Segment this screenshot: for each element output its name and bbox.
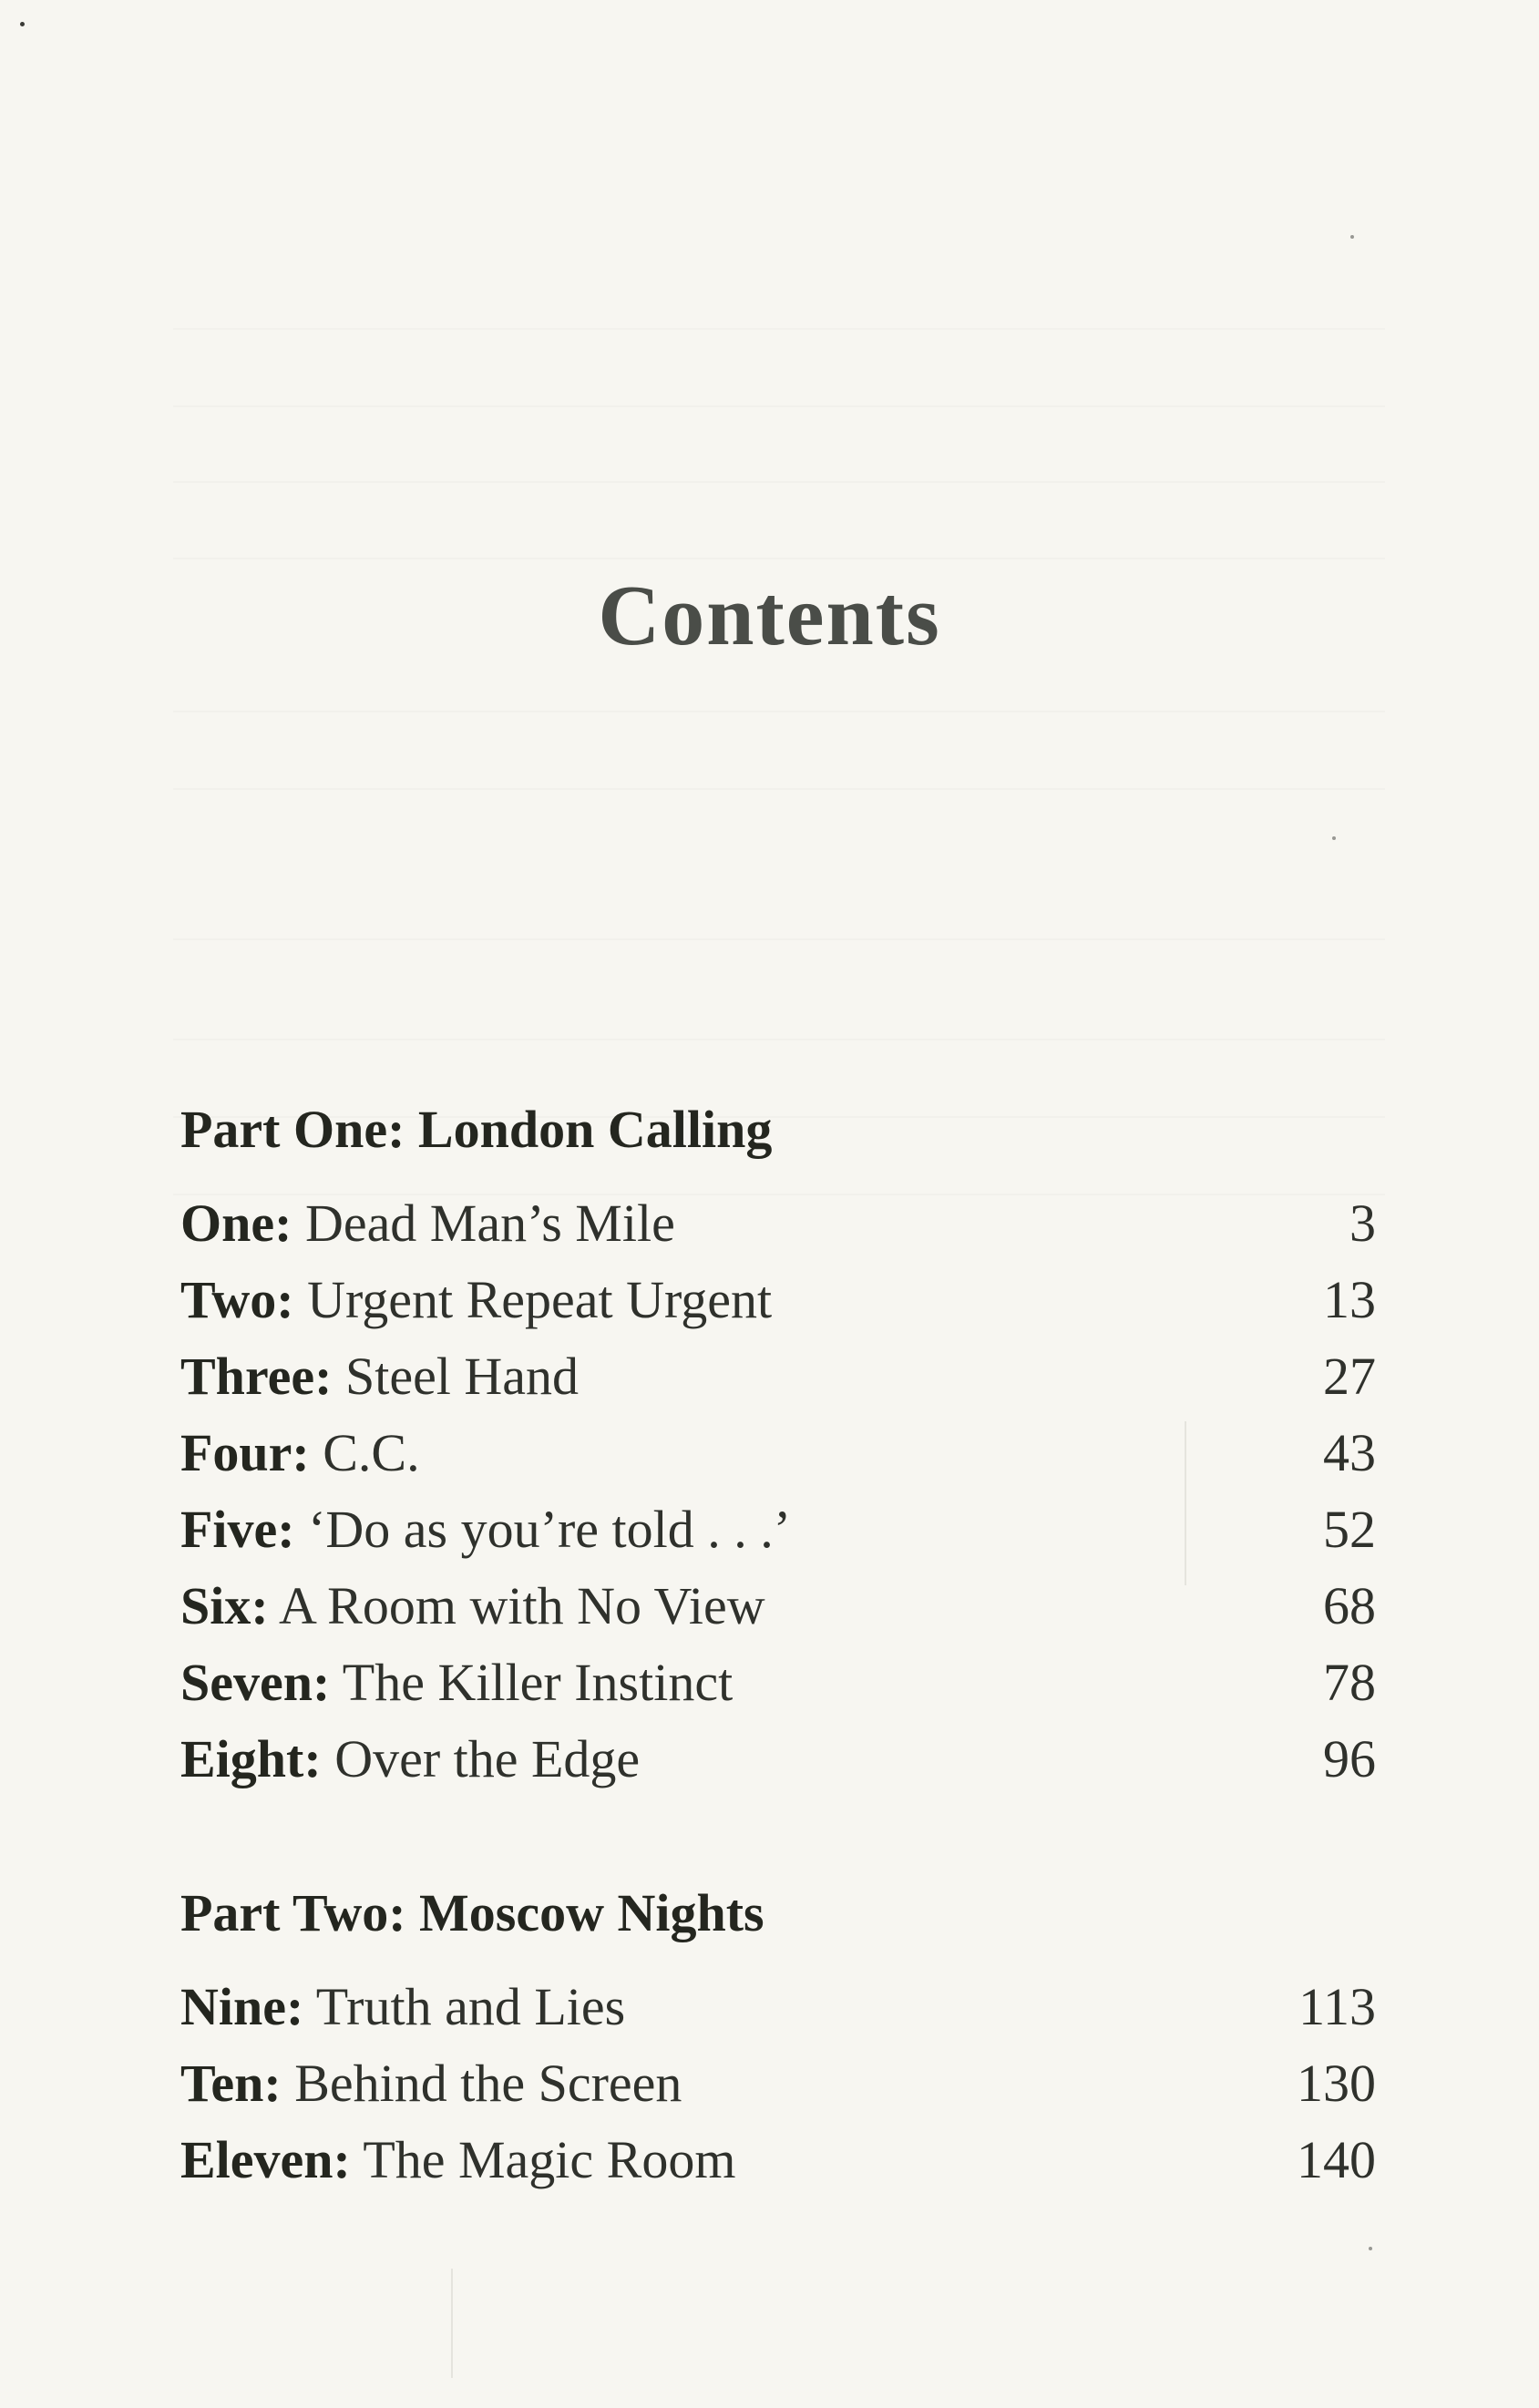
toc-entry[interactable] — [180, 1969, 1376, 2045]
page-number: 96 — [1323, 1729, 1376, 1788]
chapter-title: Dead Man’s Mile — [304, 1194, 675, 1253]
chapter-title: The Killer Instinct — [342, 1653, 734, 1712]
chapter-title: C.C. — [323, 1423, 420, 1482]
paper-crease — [451, 2269, 453, 2378]
chapter-title: Steel Hand — [344, 1347, 580, 1406]
chapter-title: Urgent Repeat Urgent — [307, 1270, 773, 1329]
page-number: 13 — [1323, 1270, 1376, 1329]
part-heading: Part One: London Calling — [180, 1100, 773, 1159]
chapter-title: The Magic Room — [363, 2130, 736, 2189]
page-number: 27 — [1323, 1347, 1376, 1406]
show-through-line — [173, 711, 1385, 712]
show-through-line — [173, 1039, 1385, 1040]
toc-entry[interactable] — [180, 1262, 1376, 1338]
page-number: 140 — [1297, 2130, 1376, 2189]
show-through-line — [173, 328, 1385, 330]
chapter-title: Over the Edge — [334, 1729, 641, 1788]
chapter-number: Ten: — [180, 2054, 282, 2113]
part-heading: Part Two: Moscow Nights — [180, 1883, 764, 1942]
paper-speck — [1332, 836, 1336, 840]
toc-entry[interactable] — [180, 2045, 1376, 2122]
toc-entry[interactable] — [180, 1645, 1376, 1721]
show-through-line — [173, 938, 1385, 940]
chapter-number: Five: — [180, 1500, 295, 1559]
paper-speck — [1350, 235, 1354, 239]
show-through-line — [173, 788, 1385, 790]
show-through-line — [173, 481, 1385, 483]
paper-speck — [20, 22, 25, 26]
chapter-number: Eleven: — [180, 2130, 351, 2189]
toc-entry[interactable] — [180, 1338, 1376, 1415]
toc-part-one — [180, 1091, 1376, 1798]
show-through-line — [173, 558, 1385, 559]
toc-entry[interactable] — [180, 1415, 1376, 1491]
page-number: 3 — [1349, 1194, 1376, 1253]
toc-entry[interactable] — [180, 2122, 1376, 2198]
page-number: 78 — [1323, 1653, 1376, 1712]
page-number: 52 — [1323, 1500, 1376, 1559]
chapter-title: ‘Do as you’re told . . .’ — [308, 1500, 792, 1559]
toc-entry[interactable] — [180, 1185, 1376, 1262]
chapter-number: Eight: — [180, 1729, 322, 1788]
paper-speck — [1369, 2247, 1372, 2250]
page-number: 43 — [1323, 1423, 1376, 1482]
chapter-title: Behind the Screen — [294, 2054, 682, 2113]
chapter-number: One: — [180, 1194, 292, 1253]
chapter-number: Nine: — [180, 1977, 304, 2036]
chapter-number: Seven: — [180, 1653, 331, 1712]
toc-entry[interactable] — [180, 1491, 1376, 1568]
page-number: 68 — [1323, 1576, 1376, 1635]
toc-entry[interactable] — [180, 1721, 1376, 1798]
page-number: 113 — [1298, 1977, 1376, 2036]
chapter-number: Two: — [180, 1270, 294, 1329]
chapter-title: Truth and Lies — [315, 1977, 626, 2036]
chapter-number: Three: — [180, 1347, 333, 1406]
page-title: Contents — [598, 569, 941, 663]
chapter-title: A Room with No View — [279, 1576, 765, 1635]
show-through-line — [173, 405, 1385, 407]
page-number: 130 — [1297, 2054, 1376, 2113]
chapter-number: Four: — [180, 1423, 310, 1482]
chapter-number: Six: — [180, 1576, 269, 1635]
toc-part-two — [180, 1875, 1376, 2198]
toc-entry[interactable] — [180, 1568, 1376, 1645]
